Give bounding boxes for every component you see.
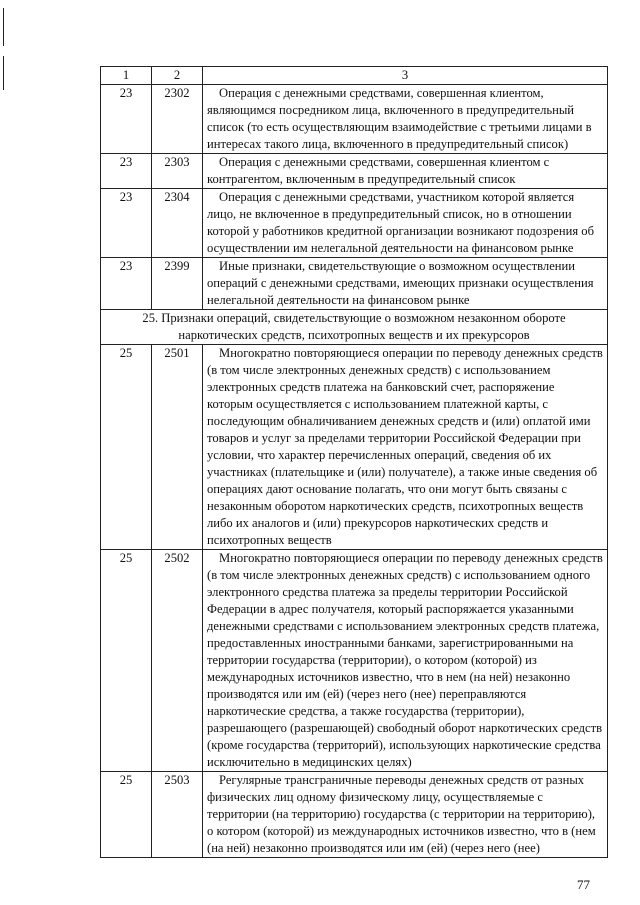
description-text: Иные признаки, свидетельствующие о возможном осуществлении операций с денежными средствами, имеющих признаки осуществления нелегальной деятельности на финансовом рынке (207, 259, 594, 307)
code-cell: 2304 (152, 189, 203, 258)
description-cell (203, 550, 608, 772)
header-col-3: 3 (203, 67, 608, 85)
page-number: 77 (577, 877, 590, 892)
description-cell (203, 85, 608, 154)
description-text: Многократно повторяющиеся операции по переводу денежных средств (в том числе электронных денежных средств) с использованием одного электронного средства платежа за пределы территории Российской Федерации в адрес получателя, который распоряжается указанными денежными средствами с использованием электронных средств платежа, предоставленных иностранными банками, зарегистрированными на территории государства (территории), о котором (которой) из международных источников известно, что в нем (на ней) незаконно производятся или им (ей) (через него (нее) переправляются наркотические средства, а также государства (территории), разрешающего (разрешающей) свободный оборот наркотических средств (кроме государства (территорий), использующих наркотические средства исключительно в медицинских целях) (207, 551, 603, 769)
table-row (101, 85, 608, 154)
description-text: Операция с денежными средствами, участником которой является лицо, не включенное в предупредительный список, но в отношении которой у работников кредитной организации возникают подозрения об осуществлении им нелегальной деятельности на финансовом рынке (207, 190, 595, 255)
margin-mark (3, 8, 4, 46)
description-cell (203, 345, 608, 550)
group-cell: 23 (101, 85, 152, 154)
table-row (101, 345, 608, 550)
group-cell: 23 (101, 154, 152, 189)
header-row (101, 67, 608, 85)
code-cell: 2302 (152, 85, 203, 154)
code-cell: 2501 (152, 345, 203, 550)
group-cell: 25 (101, 772, 152, 858)
description-cell (203, 154, 608, 189)
description-cell (203, 258, 608, 310)
table-row (101, 550, 608, 772)
table-row (101, 154, 608, 189)
description-text: Регулярные трансграничные переводы денежных средств от разных физических лиц одному физическому лицу, осуществляемые с территории (на территорию) государства (с территории на территорию), о котором (которой) из международных источников известно, что в (нем (на ней) незаконно производятся или им (ей) (через него (нее) (207, 773, 596, 855)
section-row (101, 310, 608, 345)
group-cell: 25 (101, 550, 152, 772)
group-cell: 25 (101, 345, 152, 550)
group-cell: 23 (101, 189, 152, 258)
margin-mark (3, 56, 4, 90)
table-row (101, 258, 608, 310)
code-cell: 2502 (152, 550, 203, 772)
header-col-2: 2 (152, 67, 203, 85)
description-cell (203, 189, 608, 258)
header-col-1: 1 (101, 67, 152, 85)
code-cell: 2303 (152, 154, 203, 189)
code-cell: 2503 (152, 772, 203, 858)
description-text: Операция с денежными средствами, совершенная клиентом, являющимся посредником лица, включенного в предупредительный список (то есть осуществляющим взаимодействие с третьими лицами в интересах такого лица, включенного в предупредительный список) (207, 86, 592, 151)
description-text: Операция с денежными средствами, совершенная клиентом с контрагентом, включенным в предупредительный список (207, 155, 550, 186)
criteria-table (100, 66, 608, 858)
description-cell (203, 772, 608, 858)
table-row (101, 189, 608, 258)
group-cell: 23 (101, 258, 152, 310)
description-text: Многократно повторяющиеся операции по переводу денежных средств (в том числе электронных денежных средств) с использованием электронных средств платежа на банковский счет, распоряжение которым осуществляется с использованием платежной карты, с последующим обналичиванием денежных средств и (или) оплатой ими товаров и услуг за пределами территории Российской Федерации при условии, что характер перечисленных операций, сведения об их участниках (плательщике и (или) получателе), а также иные сведения об операциях дают основание полагать, что они могут быть связаны с незаконным оборотом наркотических средств, психотропных веществ либо их аналогов и (или) прекурсоров наркотических средств и психотропных веществ (207, 346, 603, 547)
table-row (101, 772, 608, 858)
code-cell: 2399 (152, 258, 203, 310)
section-heading: 25. Признаки операций, свидетельствующие о возможном незаконном обороте наркотических средств, психотропных веществ и их прекурсоров (101, 310, 608, 345)
